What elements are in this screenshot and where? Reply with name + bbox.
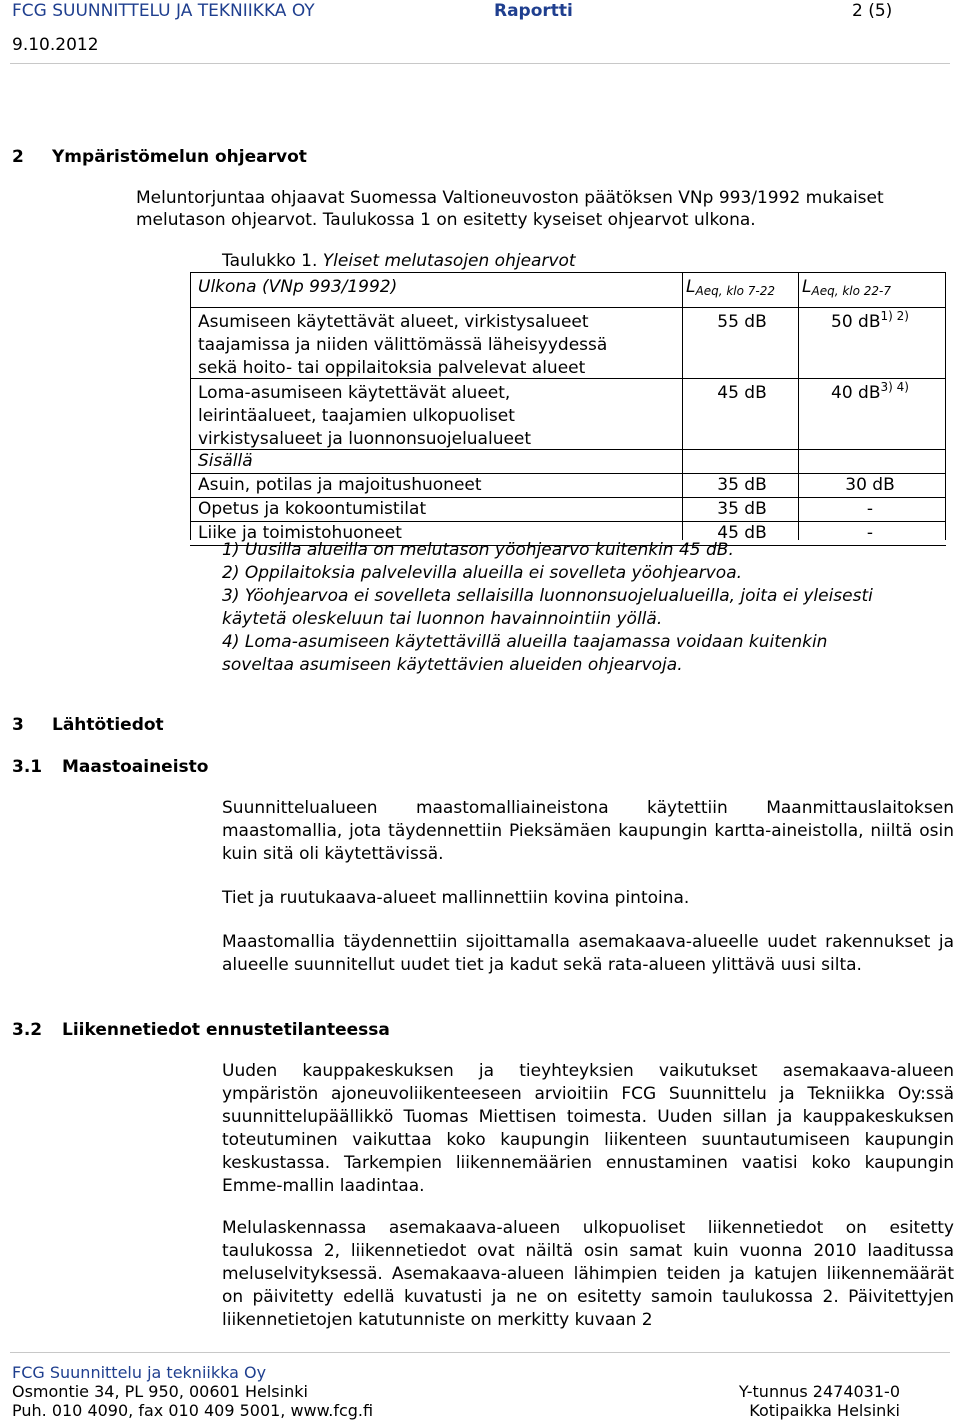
footnote-4: 4) Loma-asumiseen käytettävillä alueilla taajamassa voidaan kuitenkin (222, 632, 828, 652)
section-2-intro-line-2: melutason ohjearvot. Taulukossa 1 on esitetty kyseiset ohjearvot ulkona. (136, 210, 756, 230)
row-1-night-footnote: 1) 2) (880, 309, 909, 323)
footnote-4-cont: soveltaa asumiseen käytettävien alueiden ohjearvoja. (222, 655, 683, 675)
indoor-row-2-day: 35 dB (717, 499, 767, 519)
section-3-2-paragraph-2: Melulaskennassa asemakaava-alueen ulkopuoliset liikennetiedot on esitetty taulukossa 2, liikennetiedot ovat näiltä osin samat kuin vuonna 2010 laaditussa meluselvityksessä. Asemakaava-alueen lähimpien teiden ja katujen liikennemäärät on päivitetty edellä kuvatusti ja ne on esitetty samoin taulukossa 2. Päivitettyjen liikennetietojen katutunniste on merkitty kuvaan 2 (222, 1218, 954, 1330)
section-2-intro-line-1: Meluntorjuntaa ohjaavat Suomessa Valtioneuvoston päätöksen VNp 993/1992 mukaiset (136, 188, 884, 208)
section-3-1-paragraph-2: Tiet ja ruutukaava-alueet mallinnettiin kovina pintoina. (222, 888, 690, 908)
col-night-sub: Aeq, klo 22-7 (811, 284, 891, 298)
table-row (190, 497, 946, 521)
footnote-3-cont: käytetä oleskeluun tai luonnon havainnointiin yöllä. (222, 609, 663, 629)
col-day-header (686, 276, 798, 299)
section-3-title: Lähtötiedot (52, 715, 164, 735)
row-1-line-1: Asumiseen käytettävät alueet, virkistysalueet (198, 312, 589, 332)
col-day-sub: Aeq, klo 7-22 (695, 284, 775, 298)
row-1-day: 55 dB (717, 312, 767, 332)
table-row (190, 307, 946, 378)
footnote-1: 1) Uusilla alueilla on melutason yöohjearvo kuitenkin 45 dB. (222, 540, 734, 560)
indoor-row-3-day: 45 dB (717, 523, 767, 543)
noise-limits-table (190, 272, 946, 546)
row-1-label (198, 311, 607, 380)
indoor-row-3-night: - (866, 523, 874, 543)
row-1-line-2: taajamissa ja niiden välittömässä läheisyydessä (198, 335, 608, 355)
section-3-1-paragraph-1: Suunnittelualueen maastomalliaineistona käytettiin Maanmittauslaitoksen maastomallia, jota täydennettiin Pieksämäen kaupungin kartta-aineistolla, niiltä osin kuin sitä oli käytettävissä. (222, 798, 954, 864)
table-row (190, 473, 946, 497)
outdoor-header: Ulkona (VNp 993/1992) (198, 277, 398, 297)
footer-address: Osmontie 34, PL 950, 00601 Helsinki (12, 1382, 308, 1401)
row-2-night-value: 40 dB (831, 383, 881, 403)
indoor-header-row (190, 449, 946, 473)
header-company: FCG SUUNNITTELU JA TEKNIIKKA OY (12, 1, 315, 21)
header-doc-type: Raportti (494, 1, 573, 21)
section-2-title: Ympäristömelun ohjearvot (52, 147, 307, 167)
table-header-row (190, 272, 946, 307)
footer-business-id: Y-tunnus 2474031-0 (738, 1382, 900, 1401)
table-caption-text: Yleiset melutasojen ohjearvot (322, 251, 576, 271)
indoor-row-1-day: 35 dB (717, 475, 767, 495)
section-3-1-title: Maastoaineisto (62, 757, 209, 777)
footnote-3: 3) Yöohjearvoa ei sovelleta sellaisilla luonnonsuojelualueilla, joita ei yleisesti (222, 586, 873, 606)
table-footnotes (222, 539, 952, 677)
row-2-night (802, 382, 938, 405)
indoor-row-1-night: 30 dB (845, 475, 895, 495)
footer-divider (10, 1352, 950, 1353)
section-3-2-number: 3.2 (12, 1020, 43, 1040)
section-3-1-paragraph-3: Maastomallia täydennettiin sijoittamalla asemakaava-alueelle uudet rakennukset ja alueelle suunnitellut uudet tiet ja kadut sekä rata-alueen ylittävä uusi silta. (222, 932, 954, 975)
row-2-day: 45 dB (717, 383, 767, 403)
row-1-line-3: sekä hoito- tai oppilaitoksia palvelevat alueet (198, 358, 586, 378)
header-page-number: 2 (5) (852, 1, 893, 21)
row-2-label (198, 382, 531, 451)
indoor-row-1-label: Asuin, potilas ja majoitushuoneet (198, 475, 482, 495)
row-1-night-value: 50 dB (831, 312, 881, 332)
header-date: 9.10.2012 (12, 35, 99, 55)
row-2-line-1: Loma-asumiseen käytettävät alueet, (198, 383, 511, 403)
footnote-2: 2) Oppilaitoksia palvelevilla alueilla ei sovelleta yöohjearvoa. (222, 563, 743, 583)
footer-company: FCG Suunnittelu ja tekniikka Oy (12, 1363, 267, 1382)
section-3-2-title: Liikennetiedot ennustetilanteessa (62, 1020, 390, 1040)
indoor-row-3-label: Liike ja toimistohuoneet (198, 523, 402, 543)
footer-contact: Puh. 010 4090, fax 010 409 5001, www.fcg.fi (12, 1401, 374, 1420)
header-divider (10, 63, 950, 64)
table-caption (222, 250, 576, 273)
indoor-row-2-label: Opetus ja kokoontumistilat (198, 499, 427, 519)
row-2-line-3: virkistysalueet ja luonnonsuojelualueet (198, 429, 532, 449)
table-row (190, 378, 946, 449)
section-3-number: 3 (12, 715, 24, 735)
col-day-symbol: L (686, 277, 696, 297)
row-1-night (802, 311, 938, 334)
section-3-2-paragraph-1: Uuden kauppakeskuksen ja tieyhteyksien vaikutukset asemakaava-alueen ympäristön ajoneuvoliikenteeseen arvioitiin FCG Suunnittelu ja Tekniikka Oy:ssä suunnittelupäällikkö Tuomas Miettisen toimesta. Uuden sillan ja kauppakeskuksen toteutuminen vaikuttaa koko kaupungin liikenteen suuntautumiseen kaupungin keskustassa. Tarkempien liikennemäärien ennustaminen vaatisi koko kaupungin Emme-mallin laadintaa. (222, 1061, 954, 1196)
indoor-header: Sisällä (198, 451, 253, 471)
footer-domicile: Kotipaikka Helsinki (749, 1401, 900, 1420)
section-3-1-number: 3.1 (12, 757, 43, 777)
indoor-row-2-night: - (866, 499, 874, 519)
row-2-line-2: leirintäalueet, taajamien ulkopuoliset (198, 406, 515, 426)
col-night-symbol: L (802, 277, 812, 297)
row-2-night-footnote: 3) 4) (880, 380, 909, 394)
section-2-number: 2 (12, 147, 24, 167)
table-caption-label: Taulukko 1. (222, 251, 318, 271)
col-night-header (802, 276, 938, 299)
